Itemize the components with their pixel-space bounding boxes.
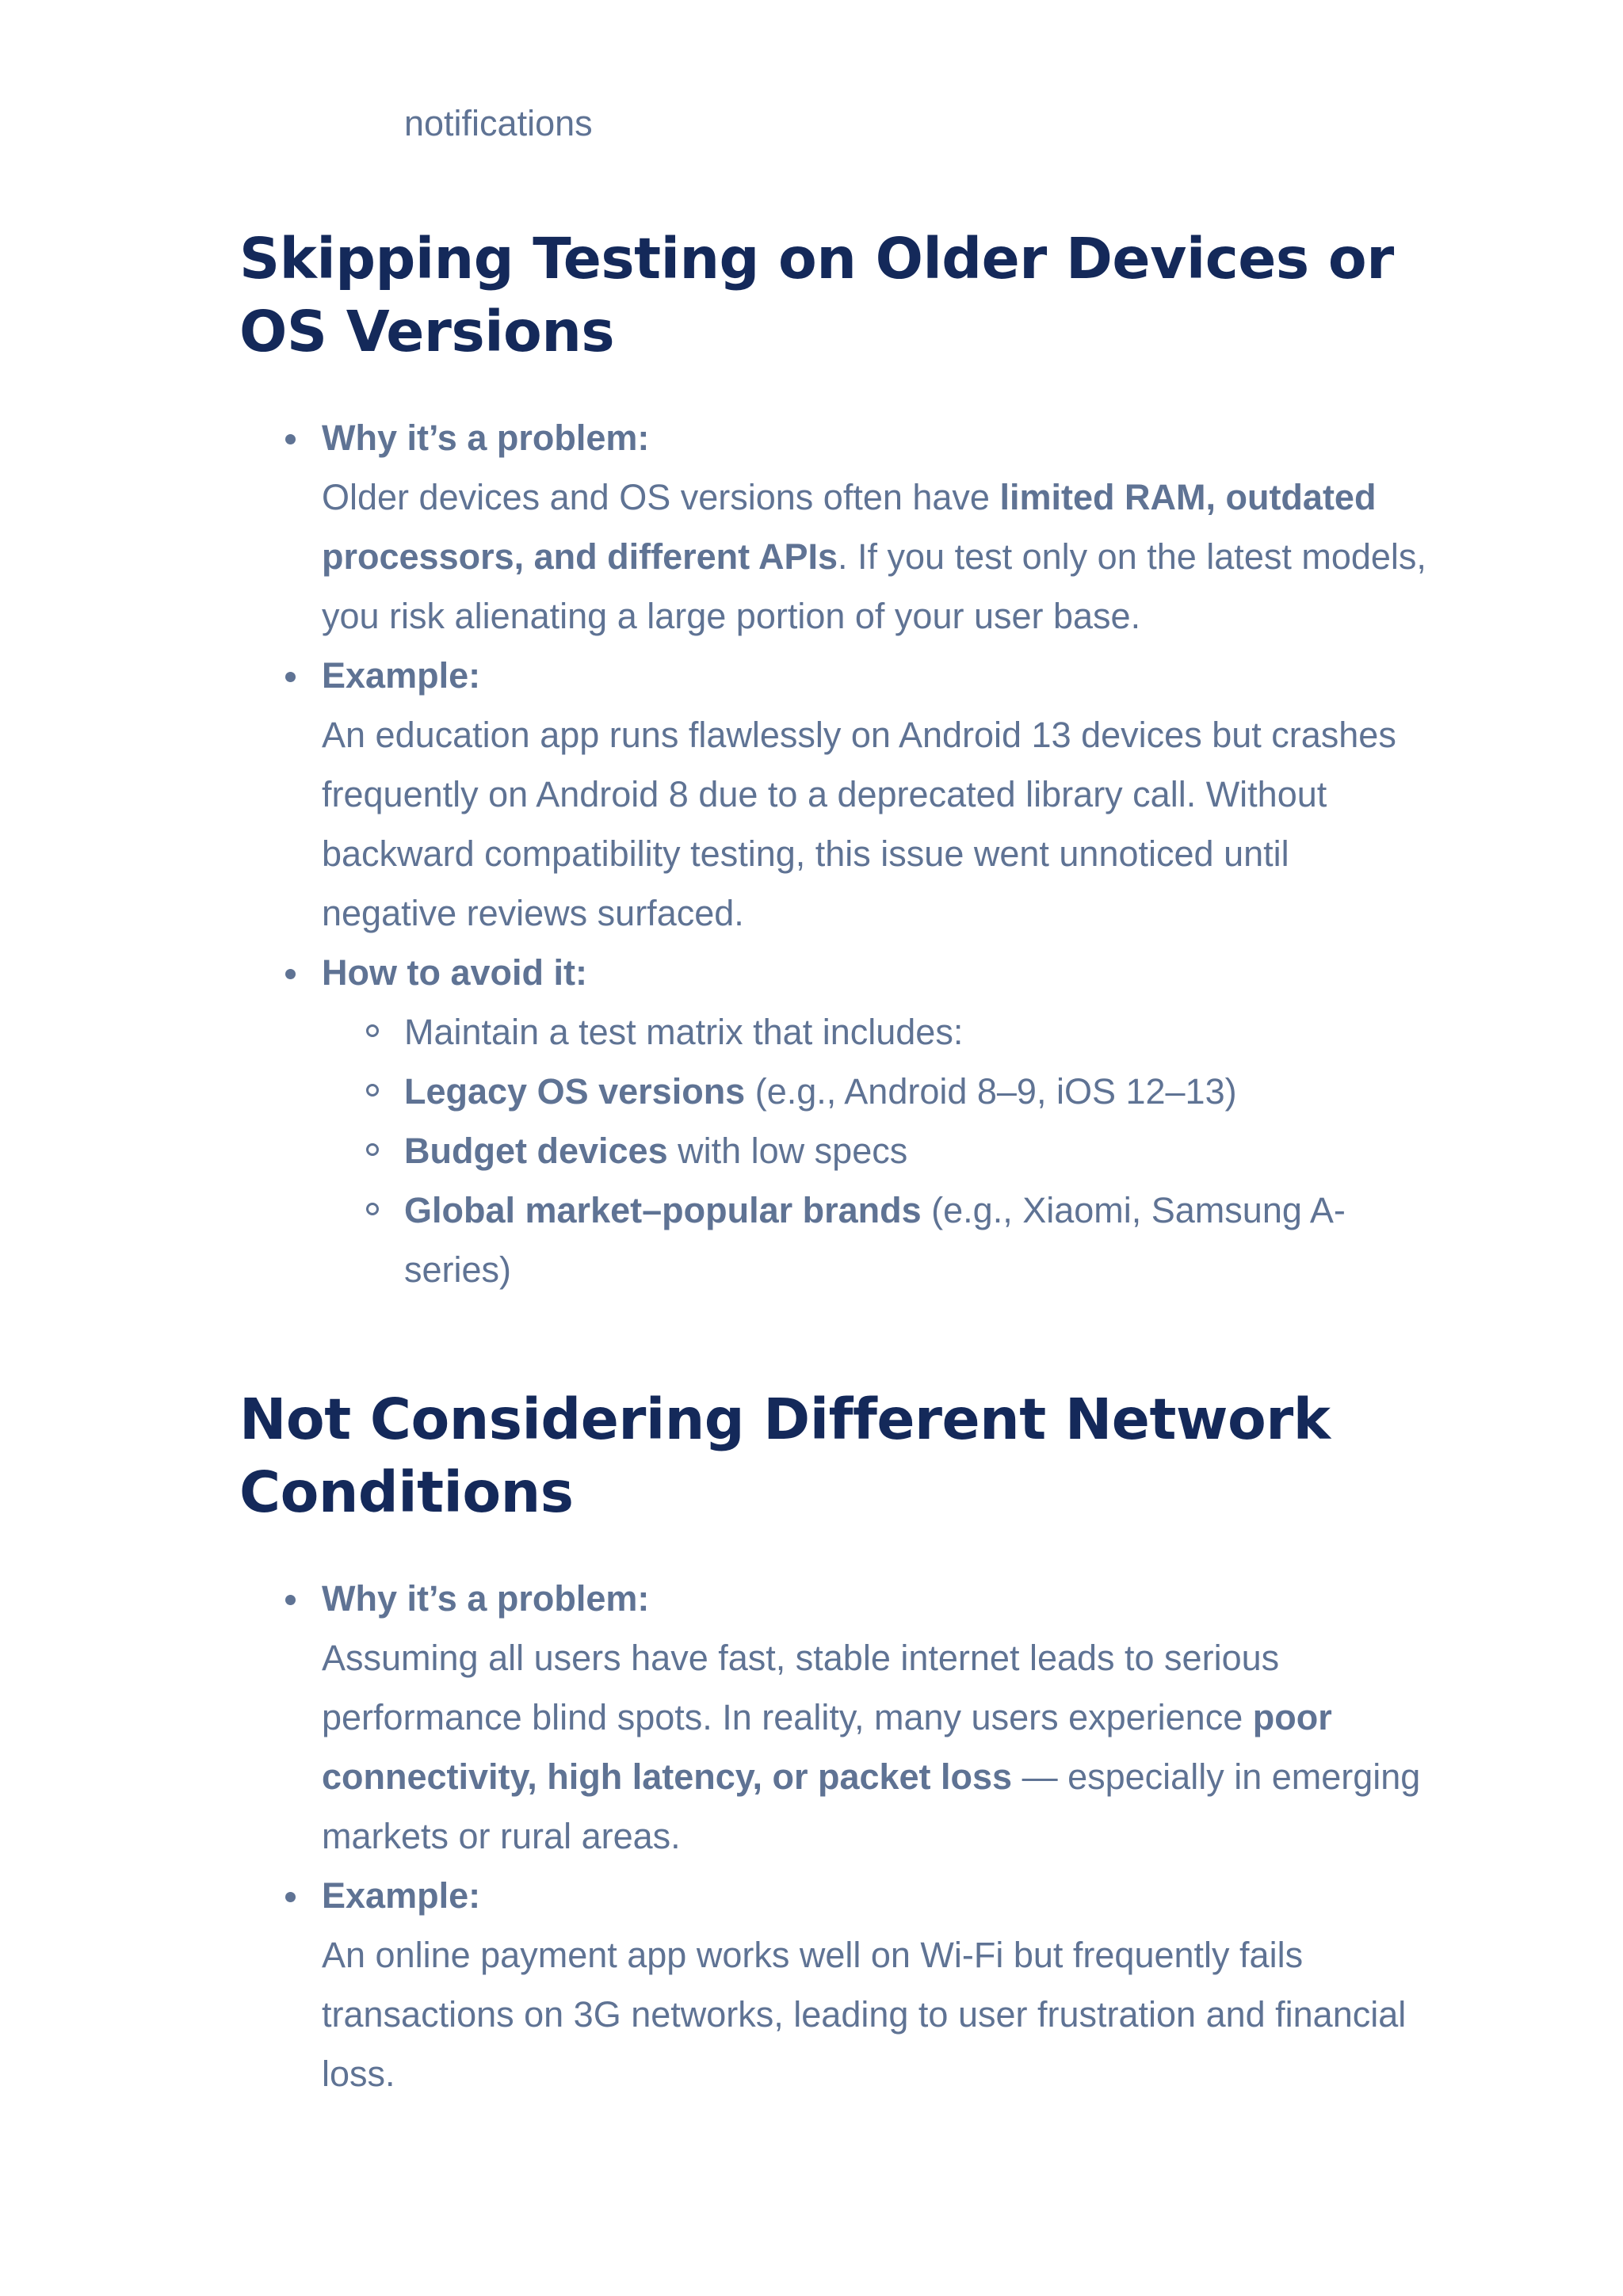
sub-list-item — [404, 1121, 1428, 1180]
bullet-list-older-devices — [239, 408, 1428, 1299]
item-text — [322, 467, 1428, 646]
item-label: Example: — [322, 655, 481, 696]
list-item-example — [322, 646, 1428, 943]
item-text — [322, 1628, 1428, 1866]
text-run: — especially in emerging markets or rural areas. — [322, 1756, 1421, 1856]
item-label: Example: — [322, 1875, 481, 1916]
item-label: Why it’s a problem: — [322, 418, 650, 458]
bold-text-run: limited RAM, outdated processors, and different APIs — [322, 477, 1377, 577]
bold-text-run: Budget devices — [404, 1131, 668, 1171]
bullet-list-network-conditions — [239, 1569, 1428, 2103]
item-text: An education app runs flawlessly on Android 13 devices but crashes frequently on Android 8 due to a deprecated library call. Without backward compatibility testing, this issue went unnoticed until negative reviews surfaced. — [322, 715, 1396, 933]
list-item-example — [322, 1866, 1428, 2103]
list-item-why-problem — [322, 1569, 1428, 1866]
sub-list-item — [404, 1062, 1428, 1121]
bold-text-run: Global market–popular brands — [404, 1190, 922, 1230]
bold-text-run: Legacy OS versions — [404, 1071, 746, 1112]
continued-list-text: notifications — [404, 103, 593, 143]
text-run: (e.g., Xiaomi, Samsung A-series) — [404, 1190, 1346, 1290]
list-item-how-to-avoid — [322, 943, 1428, 1299]
item-text: An online payment app works well on Wi-Fi but frequently fails transactions on 3G networks, leading to user frustration and financial loss. — [322, 1935, 1407, 2094]
text-run: (e.g., Android 8–9, iOS 12–13) — [745, 1071, 1237, 1112]
text-run: with low specs — [667, 1131, 908, 1171]
text-run: . If you test only on the latest models, you risk alienating a large portion of your user base. — [322, 536, 1426, 636]
text-run: Maintain a test matrix that includes: — [404, 1012, 964, 1052]
section-heading-network-conditions: Not Considering Different Network Conditions — [239, 1386, 1331, 1525]
sub-list-item — [404, 1180, 1428, 1299]
section-heading-older-devices: Skipping Testing on Older Devices or OS Versions — [239, 226, 1394, 364]
sub-list-item — [404, 1002, 1428, 1062]
text-run: Older devices and OS versions often have — [322, 477, 1000, 517]
item-label: Why it’s a problem: — [322, 1578, 650, 1619]
article-content — [239, 93, 1428, 2103]
bold-text-run: poor connectivity, high latency, or packet loss — [322, 1697, 1332, 1797]
sub-list-test-matrix — [322, 1002, 1428, 1299]
list-item-why-problem — [322, 408, 1428, 646]
item-label: How to avoid it: — [322, 952, 587, 993]
text-run: Assuming all users have fast, stable internet leads to serious performance blind spots. In reality, many users experience — [322, 1638, 1280, 1737]
